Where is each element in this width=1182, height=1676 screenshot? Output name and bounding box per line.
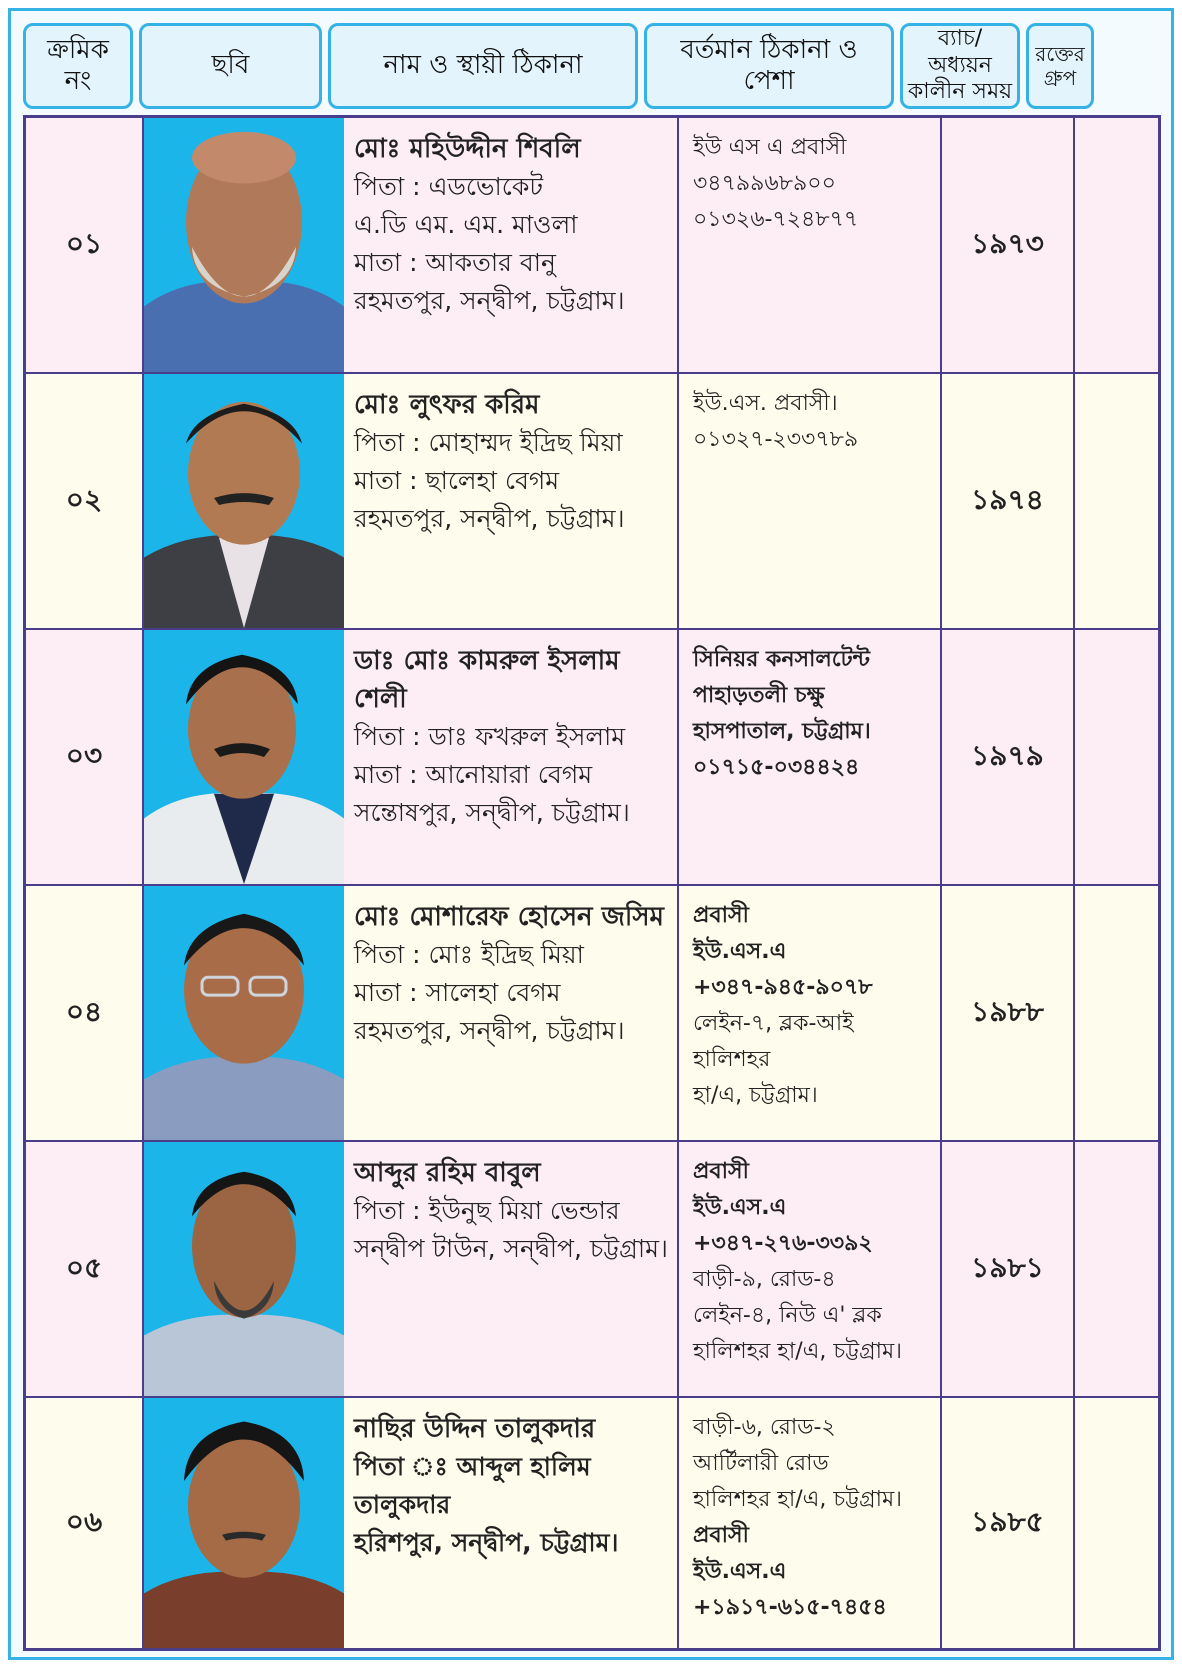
address-line: হালিশহর হা/এ, চট্টগ্রাম। <box>693 1487 903 1512</box>
serial-number: ০৩ <box>26 630 144 884</box>
serial-number: ০৪ <box>26 886 144 1140</box>
portrait-image <box>144 886 344 1140</box>
info-line: পিতা ঃ আব্দুল হালিম তালুকদার <box>354 1452 591 1519</box>
header-serial: ক্রমিক নং <box>23 23 133 109</box>
portrait-image <box>144 1398 344 1648</box>
member-photo <box>144 1142 344 1396</box>
batch-year: ১৯৮৮ <box>942 886 1075 1140</box>
member-name: নাছির উদ্দিন তালুকদার <box>354 1414 596 1444</box>
address-line: ০১৩২৬-৭২৪৮৭৭ <box>693 207 859 232</box>
info-line: পিতা : মোঃ ইদ্রিছ মিয়া <box>354 940 584 969</box>
member-directory-page <box>8 8 1174 1660</box>
info-line: মাতা : সালেহা বেগম <box>354 978 561 1007</box>
name-and-address <box>344 1398 679 1648</box>
address-line: বাড়ী-৯, রোড-৪ <box>693 1267 836 1292</box>
address-line: হালিশহর <box>693 1047 771 1072</box>
name-and-address <box>344 374 679 628</box>
member-name: ডাঃ মোঃ কামরুল ইসলাম শেলী <box>354 646 620 714</box>
blood-group <box>1075 118 1158 372</box>
address-line: ইউ.এস.এ <box>693 939 787 964</box>
address-line: প্রবাসী <box>693 1159 749 1184</box>
header-current-address: বর্তমান ঠিকানা ও পেশা <box>644 23 894 109</box>
portrait-image <box>144 118 344 372</box>
info-line: পিতা : ডাঃ ফখরুল ইসলাম <box>354 722 626 751</box>
info-line: মাতা : ছালেহা বেগম <box>354 466 560 495</box>
info-line: এ.ডি এম. এম. মাওলা <box>354 210 578 239</box>
blood-group <box>1075 1142 1158 1396</box>
member-name: মোঃ মহিউদ্দীন শিবলি <box>354 134 581 164</box>
name-and-address <box>344 1142 679 1396</box>
current-address <box>679 630 942 884</box>
address-line: প্রবাসী <box>693 1523 749 1548</box>
info-line: হরিশপুর, সন্দ্বীপ, চট্টগ্রাম। <box>354 1528 619 1557</box>
address-line: +৩৪৭-৯৪৫-৯০৭৮ <box>693 975 873 1000</box>
member-name: মোঃ লুৎফর করিম <box>354 390 540 420</box>
info-line: রহমতপুর, সন্দ্বীপ, চট্টগ্রাম। <box>354 504 625 533</box>
current-address <box>679 374 942 628</box>
address-line: হা/এ, চট্টগ্রাম। <box>693 1083 818 1108</box>
batch-year: ১৯৭৩ <box>942 118 1075 372</box>
info-line: মাতা : আকতার বানু <box>354 248 556 277</box>
name-and-address <box>344 118 679 372</box>
header-name-address: নাম ও স্থায়ী ঠিকানা <box>328 23 638 109</box>
blood-group <box>1075 886 1158 1140</box>
address-line: ০১৭১৫-০৩৪৪২৪ <box>693 755 860 780</box>
table-row <box>26 630 1158 886</box>
info-line: মাতা : আনোয়ারা বেগম <box>354 760 593 789</box>
address-line: +১৯১৭-৬১৫-৭৪৫৪ <box>693 1595 887 1620</box>
blood-group <box>1075 374 1158 628</box>
info-line: পিতা : মোহাম্মদ ইদ্রিছ মিয়া <box>354 428 623 457</box>
address-line: ইউ.এস.এ <box>693 1559 787 1584</box>
table-row <box>26 1142 1158 1398</box>
address-line: আর্টিলারী রোড <box>693 1451 829 1476</box>
info-line: রহমতপুর, সন্দ্বীপ, চট্টগ্রাম। <box>354 1016 625 1045</box>
member-name: মোঃ মোশারেফ হোসেন জসিম <box>354 902 664 932</box>
address-line: সিনিয়র কনসালটেন্ট <box>693 647 870 672</box>
info-line: রহমতপুর, সন্দ্বীপ, চট্টগ্রাম। <box>354 286 625 315</box>
serial-number: ০৬ <box>26 1398 144 1648</box>
table-header <box>23 23 1159 109</box>
table-row <box>26 374 1158 630</box>
member-name: আব্দুর রহিম বাবুল <box>354 1158 541 1188</box>
serial-number: ০১ <box>26 118 144 372</box>
portrait-image <box>144 630 344 884</box>
header-batch: ব্যাচ/ অধ্যয়ন কালীন সময় <box>900 23 1020 109</box>
address-line: ইউ.এস. প্রবাসী। <box>693 391 838 416</box>
member-photo <box>144 118 344 372</box>
address-line: হাসপাতাল, চট্টগ্রাম। <box>693 719 871 744</box>
current-address <box>679 1398 942 1648</box>
address-line: ইউ এস এ প্রবাসী <box>693 135 847 160</box>
member-table <box>23 115 1161 1651</box>
current-address <box>679 1142 942 1396</box>
table-row <box>26 118 1158 374</box>
info-line: সন্দ্বীপ টাউন, সন্দ্বীপ, চট্টগ্রাম। <box>354 1234 668 1263</box>
info-line: পিতা : এডভোকেট <box>354 172 543 201</box>
member-photo <box>144 1398 344 1648</box>
serial-number: ০২ <box>26 374 144 628</box>
member-photo <box>144 374 344 628</box>
current-address <box>679 118 942 372</box>
current-address <box>679 886 942 1140</box>
table-row <box>26 1398 1158 1648</box>
address-line: প্রবাসী <box>693 903 749 928</box>
member-photo <box>144 630 344 884</box>
info-line: পিতা : ইউনুছ মিয়া ভেন্ডার <box>354 1196 620 1225</box>
address-line: ৩৪৭৯৯৬৮৯০০ <box>693 171 836 196</box>
serial-number: ০৫ <box>26 1142 144 1396</box>
info-line: সন্তোষপুর, সন্দ্বীপ, চট্টগ্রাম। <box>354 798 630 827</box>
blood-group <box>1075 1398 1158 1648</box>
blood-group <box>1075 630 1158 884</box>
batch-year: ১৯৭৪ <box>942 374 1075 628</box>
address-line: +৩৪৭-২৭৬-৩৩৯২ <box>693 1231 873 1256</box>
portrait-image <box>144 1142 344 1396</box>
table-row <box>26 886 1158 1142</box>
address-line: ইউ.এস.এ <box>693 1195 787 1220</box>
header-photo: ছবি <box>139 23 322 109</box>
portrait-image <box>144 374 344 628</box>
batch-year: ১৯৮১ <box>942 1142 1075 1396</box>
batch-year: ১৯৮৫ <box>942 1398 1075 1648</box>
name-and-address <box>344 630 679 884</box>
batch-year: ১৯৭৯ <box>942 630 1075 884</box>
header-blood-group: রক্তের গ্রুপ <box>1026 23 1094 109</box>
address-line: লেইন-৭, ব্লক-আই <box>693 1011 854 1036</box>
address-line: হালিশহর হা/এ, চট্টগ্রাম। <box>693 1339 903 1364</box>
name-and-address <box>344 886 679 1140</box>
address-line: ০১৩২৭-২৩৩৭৮৯ <box>693 427 859 452</box>
member-photo <box>144 886 344 1140</box>
address-line: পাহাড়তলী চক্ষু <box>693 683 825 708</box>
address-line: লেইন-৪, নিউ এ' ব্লক <box>693 1303 882 1328</box>
address-line: বাড়ী-৬, রোড-২ <box>693 1415 836 1440</box>
